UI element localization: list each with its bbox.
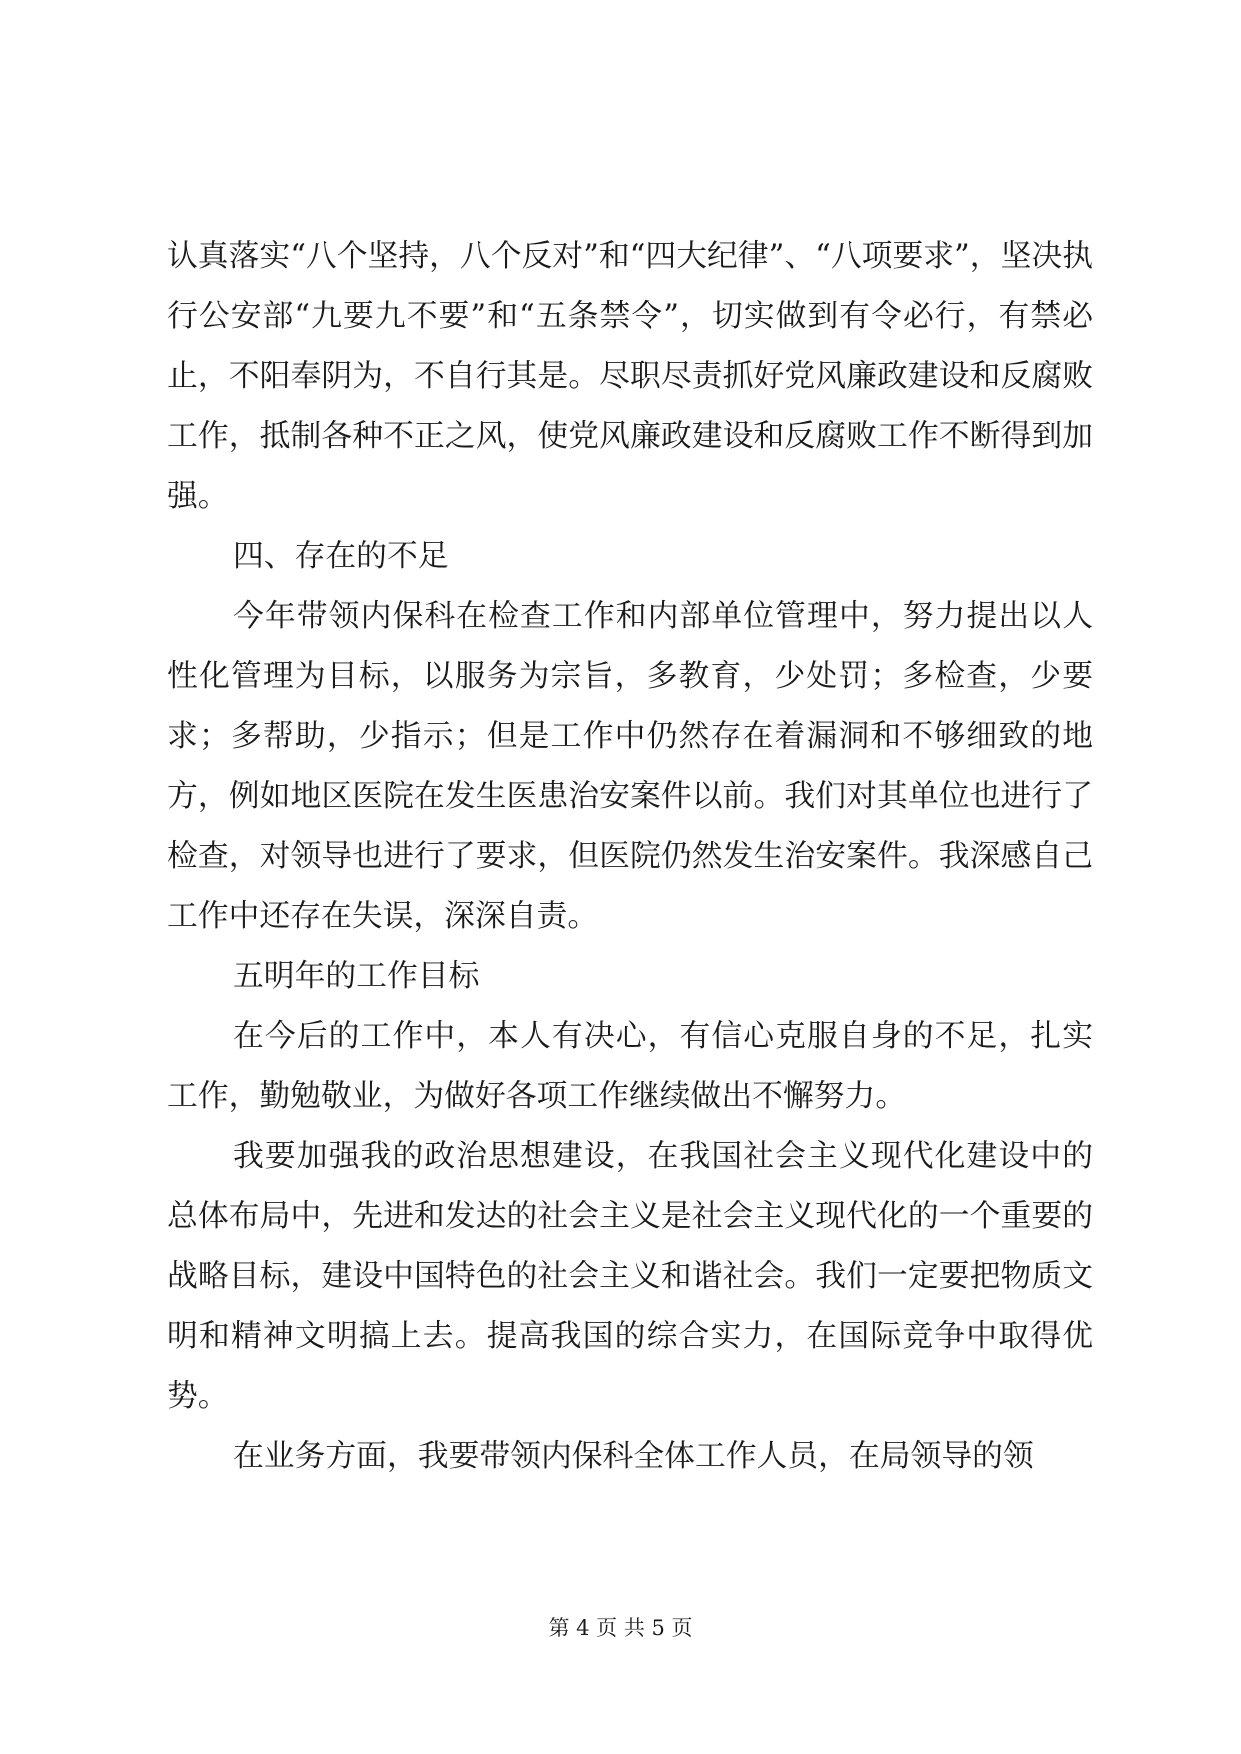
- section-heading-next-year-goals: 五明年的工作目标: [233, 958, 480, 994]
- section-heading-shortcomings: 四、存在的不足: [233, 538, 449, 574]
- paragraph-2: 今年带领内保科在检查工作和内部单位管理中，努力提出以人性化管理为目标，以服务为宗旨，多教育，少处罚；多检查，少要求；多帮助，少指示；但是工作中仍然存在着漏洞和不够细致的地方，例如地区医院在发生医患治安案件以前。我们对其单位也进行了检查，对领导也进行了要求，但医院仍然发生治安案件。我深感自己工作中还存在失误，深深自责。: [167, 598, 1093, 934]
- paragraph-5: 在业务方面，我要带领内保科全体工作人员，在局领导的领: [233, 1438, 1034, 1474]
- paragraph-1: 认真落实“八个坚持，八个反对”和“四大纪律”、“八项要求”，坚决执行公安部“九要九不要”和“五条禁令”，切实做到有令必行，有禁必止，不阳奉阴为，不自行其是。尽职尽责抓好党风廉政建设和反腐败工作，抵制各种不正之风，使党风廉政建设和反腐败工作不断得到加强。: [167, 238, 1093, 514]
- paragraph-4: 我要加强我的政治思想建设，在我国社会主义现代化建设中的总体布局中，先进和发达的社会主义是社会主义现代化的一个重要的战略目标，建设中国特色的社会主义和谐社会。我们一定要把物质文明和精神文明搞上去。提高我国的综合实力，在国际竞争中取得优势。: [167, 1138, 1093, 1414]
- paragraph-3: 在今后的工作中，本人有决心，有信心克服自身的不足，扎实工作，勤勉敬业，为做好各项工作继续做出不懈努力。: [167, 1018, 1093, 1114]
- document-body: [167, 226, 1093, 1486]
- page-number-footer: 第 4 页 共 5 页: [548, 1616, 693, 1640]
